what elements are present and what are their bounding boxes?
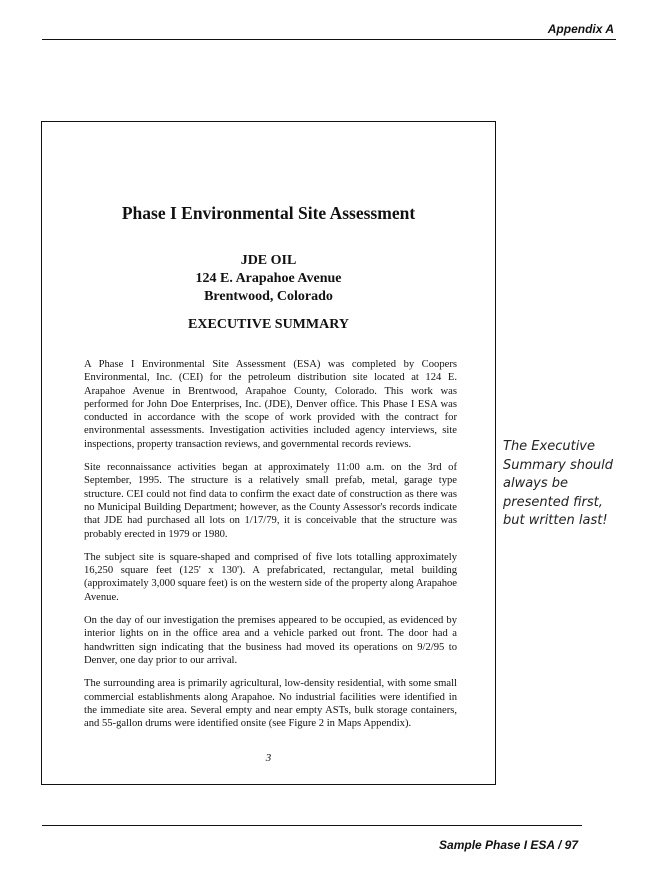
document-title: Phase I Environmental Site Assessment	[121, 203, 416, 223]
paragraph: The subject site is square-shaped and comprised of five lots totalling approximately 16,250 square feet (125' x 130'). A prefabricated, rectangular, metal building (approximately 3,000 square feet) is on the western side of the property along Arapahoe Avenue.	[84, 551, 457, 603]
company-address-line2: Brentwood, Colorado	[204, 289, 333, 304]
margin-note-line: Summary should	[503, 457, 614, 473]
margin-note	[503, 438, 635, 531]
footer-rule	[42, 825, 582, 826]
company-name: JDE OIL	[240, 253, 297, 268]
margin-note-line: but written last!	[503, 513, 608, 528]
company-block	[42, 252, 495, 306]
paragraph: The surrounding area is primarily agricultural, low-density residential, with some small commercial establishments along Arapahoe. No industrial facilities were identified in the immediate site area. Several empty and near empty ASTs, bulk storage containers, and 55-gallon drums were identified onsite (see Figure 2 in Maps Appendix).	[84, 678, 457, 730]
paragraph: A Phase I Environmental Site Assessment (ESA) was completed by Coopers Environmental, Inc. (CEI) for the petroleum distribution site located at 124 E. Arapahoe Avenue in Brentwood, Arapahoe County, Colorado. This work was performed for John Doe Enterprises, Inc. (JDE), Denver office. This Phase I ESA was conducted in accordance with the scope of work provided with the contract for environmental assessments. Investigation activities included agency interviews, site inspections, property transaction reviews, and governmental records reviews.	[84, 359, 457, 450]
company-address-line1: 124 E. Arapahoe Avenue	[195, 271, 342, 286]
executive-summary-body	[84, 358, 457, 740]
inner-page-number: 3	[265, 752, 272, 764]
sample-report-frame	[41, 121, 496, 785]
margin-note-line: presented first,	[503, 494, 603, 510]
paragraph: Site reconnaissance activities began at approximately 11:00 a.m. on the 3rd of September, 1995. The structure is a relatively small prefab, metal, garage type structure. CEI could not find data to confirm the exact date of construction as there was no Municipal Building Department; however, as the County Assessor's records indicate that JDE had purchased all lots on 1/17/79, it is conceivable that the structure was probably erected in 1979 or 1980.	[84, 462, 457, 540]
section-heading: EXECUTIVE SUMMARY	[188, 317, 349, 332]
appendix-label: Appendix A	[547, 22, 614, 36]
paragraph: On the day of our investigation the premises appeared to be occupied, as evidenced by interior lights on in the office area and a vehicle parked out front. The door had a handwritten sign indicating that the business had moved its operations on 9/2/95 to Denver, one day prior to our arrival.	[84, 615, 457, 666]
margin-note-line: always be	[503, 476, 569, 491]
footer-page-label: Sample Phase I ESA / 97	[439, 838, 578, 852]
header-rule	[42, 39, 616, 40]
margin-note-line: The Executive	[503, 439, 596, 454]
